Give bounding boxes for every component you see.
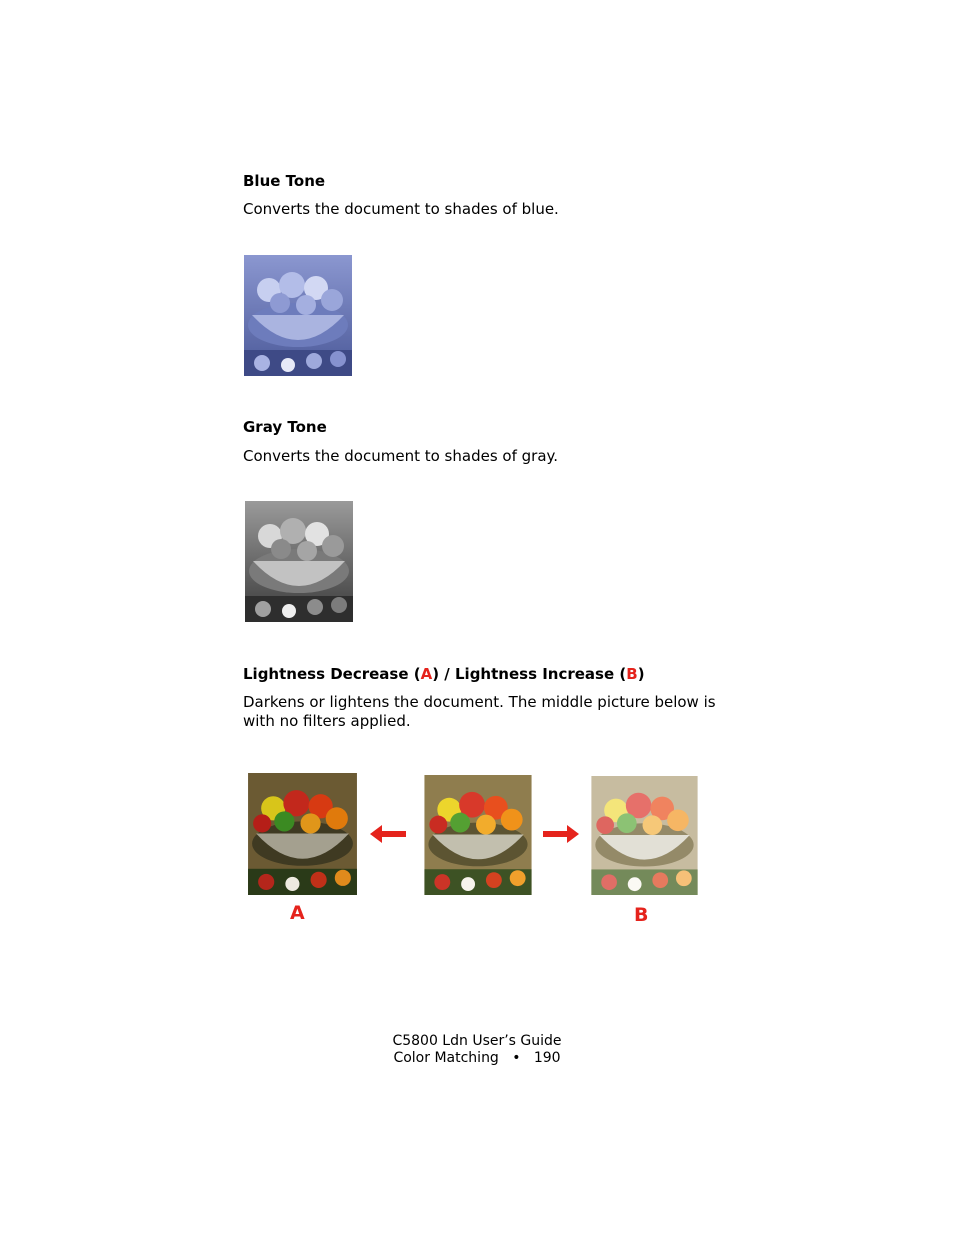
lightness-description: Darkens or lightens the document. The middle picture below is with no filters applied. (243, 693, 716, 730)
lightness-increased-image (590, 776, 699, 895)
gray-tone-sample-image (245, 501, 353, 622)
lightness-label-b: B (626, 665, 638, 683)
footer-guide-title: C5800 Ldn User’s Guide (392, 1033, 562, 1049)
figure-label-a: A (290, 902, 305, 924)
footer-page-number: 190 (533, 1050, 561, 1066)
footer (377, 1033, 577, 1067)
figure-label-b: B (634, 904, 649, 926)
gray-tone-description: Converts the document to shades of gray. (243, 447, 559, 465)
blue-tone-description: Converts the document to shades of blue. (243, 200, 559, 218)
lightness-label-a: A (420, 665, 433, 683)
lightness-heading-part3: ) (637, 665, 645, 683)
arrow-right-icon (543, 825, 579, 843)
arrow-left-icon (370, 825, 406, 843)
footer-bullet: • (512, 1050, 521, 1066)
footer-section-name: Color Matching (393, 1050, 499, 1066)
lightness-heading-part2: ) / Lightness Increase ( (432, 665, 627, 683)
blue-tone-sample-image (244, 255, 352, 376)
original-image (424, 775, 532, 895)
lightness-decreased-image (248, 773, 357, 895)
lightness-heading-part1: Lightness Decrease ( (243, 665, 421, 683)
gray-tone-heading: Gray Tone (243, 418, 327, 436)
lightness-heading (243, 665, 645, 683)
blue-tone-heading: Blue Tone (243, 172, 326, 190)
footer-section-line (377, 1050, 577, 1067)
